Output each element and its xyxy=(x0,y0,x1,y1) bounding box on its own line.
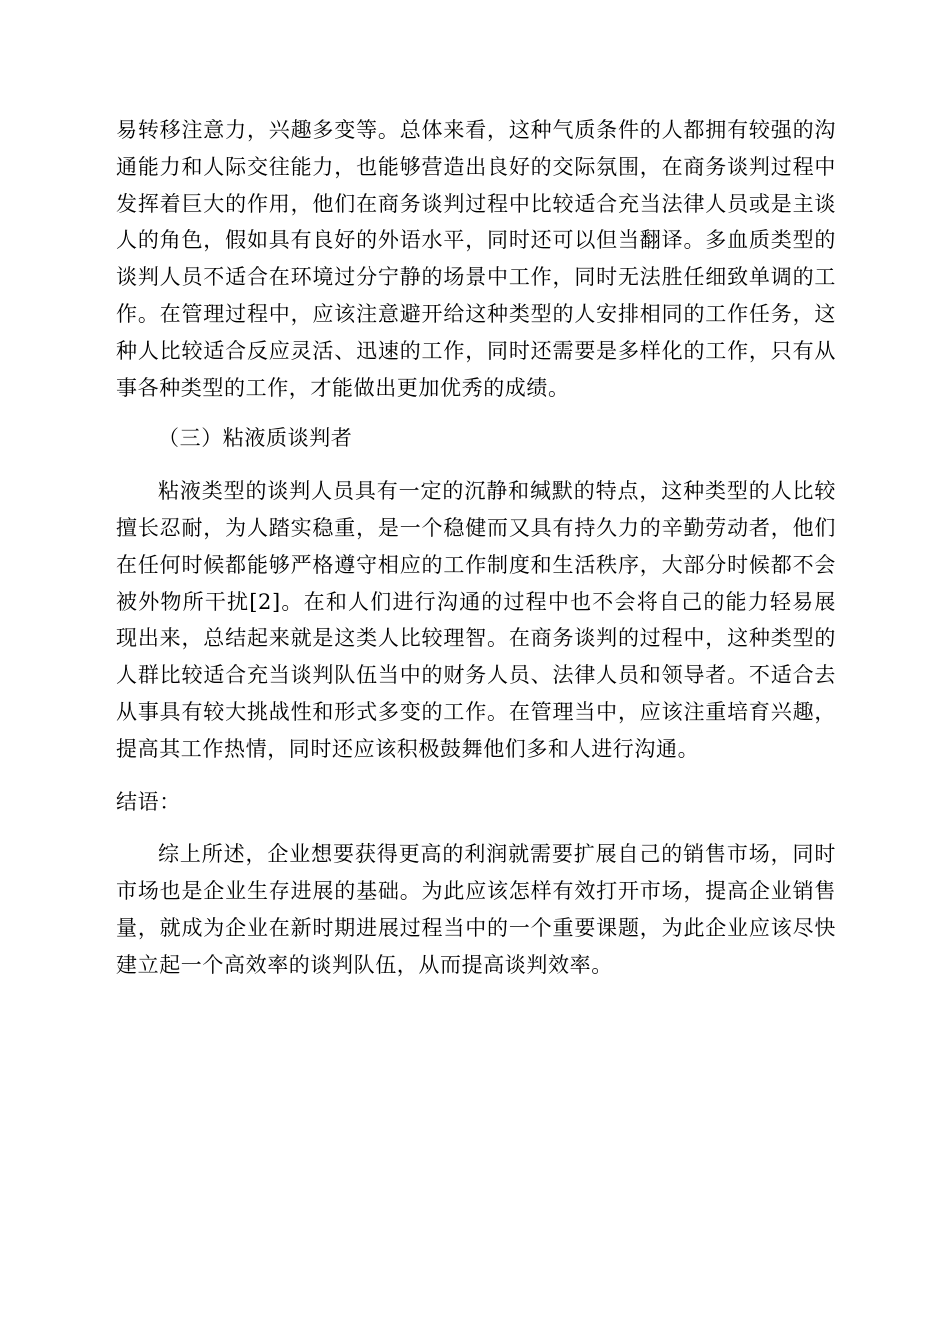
section-heading-phlegmatic: （三）粘液质谈判者 xyxy=(158,426,353,451)
body-paragraph-conclusion: 综上所述，企业想要获得更高的利润就需要扩展自己的销售市场，同时市场也是企业生存进展的基础。为此应该怎样有效打开市场，提高企业销售量，就成为企业在新时期进展过程当中的一个重要课题，为此企业应该尽快建立起一个高效率的谈判队伍，从而提高谈判效率。 xyxy=(116,842,836,977)
body-paragraph-sanguine: 易转移注意力，兴趣多变等。总体来看，这种气质条件的人都拥有较强的沟通能力和人际交往能力，也能够营造出良好的交际氛围，在商务谈判过程中发挥着巨大的作用，他们在商务谈判过程中比较适合充当法律人员或是主谈人的角色，假如具有良好的外语水平，同时还可以但当翻译。多血质类型的谈判人员不适合在环境过分宁静的场景中工作，同时无法胜任细致单调的工作。在管理过程中，应该注意避开给这种类型的人安排相同的工作任务，这种人比较适合反应灵活、迅速的工作，同时还需要是多样化的工作，只有从事各种类型的工作，才能做出更加优秀的成绩。 xyxy=(116,118,836,400)
body-paragraph-phlegmatic: 粘液类型的谈判人员具有一定的沉静和缄默的特点，这种类型的人比较擅长忍耐，为人踏实稳重，是一个稳健而又具有持久力的辛勤劳动者，他们在任何时候都能够严格遵守相应的工作制度和生活秩序，大部分时候都不会被外物所干扰[2]。在和人们进行沟通的过程中也不会将自己的能力轻易展现出来，总结起来就是这类人比较理智。在商务谈判的过程中，这种类型的人群比较适合充当谈判队伍当中的财务人员、法律人员和领导者。不适合去从事具有较大挑战性和形式多变的工作。在管理当中，应该注重培育兴趣，提高其工作热情，同时还应该积极鼓舞他们多和人进行沟通。 xyxy=(116,479,836,761)
conclusion-label: 结语： xyxy=(116,789,181,814)
document-page xyxy=(116,112,836,984)
